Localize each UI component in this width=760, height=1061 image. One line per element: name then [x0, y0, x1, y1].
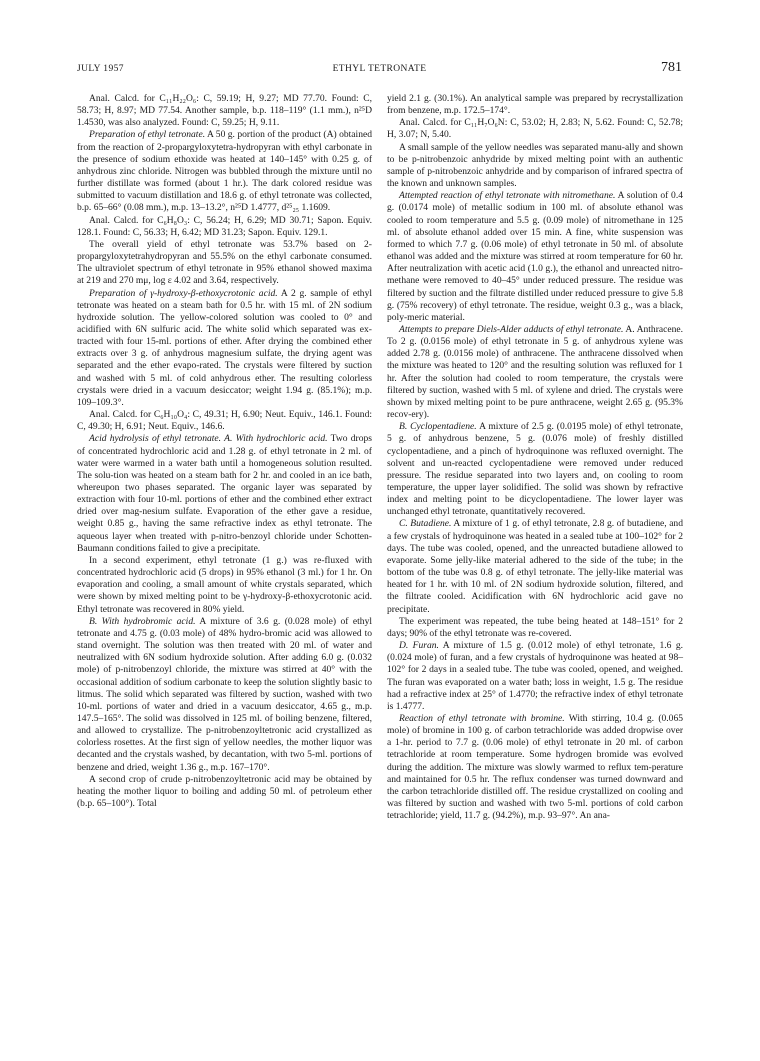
paragraph — [77, 288, 372, 410]
paragraph — [387, 190, 683, 324]
paragraph-text: A second crop of crude p-nitrobenzoyltetronic acid may be obtained by heating the mother liquor to boiling and adding 50 ml. of petroleum ether (b.p. 65–100°). Total — [77, 773, 372, 810]
paragraph-text: Anal. Calcd. for C₁₁H₂₂O₆: C, 59.19; H, 9.27; MD 77.70. Found: C, 58.73; H, 8.97; MD 77.54. Another sample, b.p. 118–119° (1.1 mm.), n²⁵D 1.4530, was also analyzed. Found: C, 59.25; H, 9.11. — [77, 93, 372, 129]
paragraph — [387, 421, 683, 518]
paragraph-text: A 2 g. sample of ethyl tetronate was heated on a steam bath for 0.5 hr. with 15 ml. of 2N sodium hydroxide solution. The yellow-colored solution was cooled to 0° and acidified with 6N sulfuric acid. The white solid which separated was ex-tracted with four 15-ml. portions of ether. After drying the combined ether extracts over 3 g. of anhydrous magnesium sulfate, the drying agent was separated and the ether evapo-rated. The crystals were filtered by suction and washed with 5 ml. of cold anhydrous ether. The resulting colorless crystals were dried in a vacuum desiccator; weight 1.94 g. (85.1%); m.p. 109–109.3°. — [77, 287, 372, 408]
paragraph-text: A 50 g. portion of the product (A) obtained from the reaction of 2-propargyloxytetra-hydropyran with ethyl carbonate in the presence of sodium ethoxide was heated at 140–145° with 0.25 g. of anhydrous zinc chloride. Nitrogen was bubbled through the mixture until no further distillate was formed (about 1 hr.). The dark colored residue was submitted to vacuum distillation and 18.6 g. of ethyl tetronate was collected, b.p. 65–66° (0.08 mm.), m.p. 13–13.2°, n²⁵D 1.4777, d²⁵₂₅ 1.1609. — [77, 129, 372, 214]
paragraph-text: A small sample of the yellow needles was separated manu-ally and shown to be p-nitrobenzoic anhydride by mixed melting point with an authentic sample of p-nitrobenzoic anhydride and by comparison of infrared spectra of the known and unknown samples. — [387, 141, 683, 190]
paragraph — [77, 93, 372, 129]
paragraph-text: yield 2.1 g. (30.1%). An analytical sample was prepared by recrystallization from benzene, m.p. 172.5–174°. — [387, 93, 683, 117]
paragraph — [77, 774, 372, 810]
paragraph — [387, 640, 683, 713]
paragraph — [77, 129, 372, 214]
paragraph-text: In a second experiment, ethyl tetronate (1 g.) was re-fluxed with concentrated hydrochloric acid (5 drops) in 95% ethanol (3 ml.) for 1 hr. On evaporation and cooling, a small amount of white crystals separated, which were shown by mixed melting point to be γ-hydroxy-β-ethoxycrotonic acid. Ethyl tetronate was recovered in 80% yield. — [77, 554, 372, 615]
paragraph-heading: Attempted reaction of ethyl tetronate with nitromethane. — [399, 190, 616, 202]
paragraph — [77, 433, 372, 555]
paragraph-text: A. Anthracene. To 2 g. (0.0156 mole) of ethyl tetronate in 5 g. of anhydrous xylene was added 2.78 g. (0.0156 mole) of anthracene. The anthracene dissolved when the mixture was heated to 120° and the resulting solution was refluxed for 1 hr. After the solution had cooled to room temperature, the crystals were filtered by suction, washed with 5 ml. of xylene and dried. The crystals were shown by mixed melting point to be pure anthracene, weight 2.65 g. (95.3% recov-ery). — [387, 323, 683, 421]
paragraph — [387, 142, 683, 191]
paragraph-heading: Preparation of γ-hydroxy-β-ethoxycrotonic acid. — [89, 287, 278, 299]
paragraph-text: Two drops of concentrated hydrochloric acid and 1.28 g. of ethyl tetronate in 2 ml. of water were warmed in a water bath until a homogeneous solution resulted. The solu-tion was heated on a steam bath for 2 hr. and cooled in an ice bath, whereupon two phases separated. The organic layer was separated by extraction with four 10-ml. portions of ether and the combined ether extract dried over mag-nesium sulfate. Evaporation of the ether gave a residue, weight 0.85 g., having the same refractive index as ethyl tetronate. The aqueous layer when treated with p-nitro-benzoyl chloride under Schotten-Baumann conditions failed to give a precipitate. — [77, 433, 372, 554]
paragraph-text: A solution of 0.4 g. (0.0174 mole) of metallic sodium in 100 ml. of absolute ethanol was cooled to room temperature and 5.5 g. (0.09 mole) of nitromethane in 125 ml. of absolute ethanol added over 15 min. A fine, white suspension was formed to which 7.7 g. (0.06 mole) of ethyl tetronate in 50 ml. of absolute ethanol was added and the mixture was stirred at room temperature for 60 hr. After neutralization with acetic acid (1.0 g.), the ethanol and unreacted nitro-methane were removed to 40–45° under reduced pressure. The residue was filtered by suction and the filtrate distilled under reduced pressure to give 5.8 g. (75% recovery) of ethyl tetronate. The residue, weight 0.3 g., was a black, poly-meric material. — [387, 190, 683, 323]
paragraph-text: The overall yield of ethyl tetronate was 53.7% based on 2-propargyloxytetrahydropyran and 55.5% on the ethyl carbonate consumed. The ultraviolet spectrum of ethyl tetronate in 95% ethanol showed maxima at 219 and 270 mμ, log ε 4.02 and 3.64, respectively. — [77, 238, 372, 287]
paragraph-text: With stirring, 10.4 g. (0.065 mole) of bromine in 100 g. of carbon tetrachloride was added dropwise over a 1-hr. period to 7.7 g. (0.06 mole) of ethyl tetronate in 20 ml. of carbon tetrachloride at room temperature. Some hydrogen bromide was evolved during the addition. The mixture was slowly warmed to reflux tem-perature and maintained for 0.5 hr. The reflux condenser was turned downward and the carbon tetrachloride distilled off. The residue crystallized on cooling and was filtered by suction and washed with two 5-ml. portions of cold carbon tetrachloride; yield, 11.7 g. (94.2%), m.p. 93–97°. An ana- — [387, 712, 683, 822]
paragraph — [77, 555, 372, 616]
journal-date: JULY 1957 — [77, 64, 124, 74]
paragraph-text: Anal. Calcd. for C₆H₈O₃: C, 56.24; H, 6.29; MD 30.71; Sapon. Equiv. 128.1. Found: C, 56.33; H, 6.42; MD 31.23; Sapon. Equiv. 129.1. — [77, 214, 372, 238]
paragraph-text: Anal. Calcd. for C₁₁H₇O₆N: C, 53.02; H, 2.83; N, 5.62. Found: C, 52.78; H, 3.07; N, 5.40. — [387, 117, 683, 141]
paragraph-text: The experiment was repeated, the tube being heated at 148–151° for 2 days; 90% of the ethyl tetronate was re-covered. — [387, 615, 683, 639]
paragraph — [77, 239, 372, 288]
paragraph-heading: C. Butadiene. — [399, 518, 452, 530]
paragraph — [77, 616, 372, 774]
page-number: 781 — [661, 60, 682, 75]
paragraph-text: A mixture of 2.5 g. (0.0195 mole) of ethyl tetronate, 5 g. of anhydrous benzene, 5 g. (0.076 mole) of freshly distilled cyclopentadiene, and a pinch of hydroquinone was refluxed overnight. The solvent and un-reacted cyclopentadiene were removed under reduced pressure. The residue separated into two layers and, on cooling to room temperature, the upper layer solidified. The solid was shown by refractive index and melting point to be dicyclopentadiene. The lower layer was unchanged ethyl tetronate, quantitatively recovered. — [387, 421, 683, 518]
paragraph — [387, 117, 683, 141]
paragraph-heading: Reaction of ethyl tetronate with bromine. — [399, 712, 565, 724]
left-column — [77, 93, 372, 810]
paragraph-text: Anal. Calcd. for C₆H₁₀O₄: C, 49.31; H, 6.90; Neut. Equiv., 146.1. Found: C, 49.30; H, 6.91; Neut. Equiv., 146.6. — [77, 409, 372, 433]
right-column — [387, 93, 683, 822]
paragraph-text: A mixture of 1.5 g. (0.012 mole) of ethyl tetronate, 1.6 g. (0.024 mole) of furan, and a few crystals of hydroquinone was heated at 98–102° for 2 days in a sealed tube. The tube was cooled, opened, and weighed. The furan was evaporated on a water bath; loss in weight, 1.5 g. The residue had a refractive index at 25° of 1.4770; the refractive index of ethyl tetronate is 1.4777. — [387, 640, 683, 712]
paragraph-heading: D. Furan. — [399, 640, 439, 652]
page-header — [77, 60, 682, 80]
paragraph — [387, 713, 683, 822]
paragraph — [387, 518, 683, 615]
paragraph-heading: Acid hydrolysis of ethyl tetronate. A. With hydrochloric acid. — [89, 433, 328, 445]
paragraph-heading: B. With hydrobromic acid. — [89, 615, 196, 627]
paragraph-text: A mixture of 3.6 g. (0.028 mole) of ethyl tetronate and 4.75 g. (0.03 mole) of 48% hydro-bromic acid was allowed to stand overnight. The solution was then treated with 20 ml. of water and neutralized with 6N sodium hydroxide solution. After adding 6.0 g. (0.032 mole) of p-nitrobenzoyl chloride, the mixture was stirred at 40° with the occasional addition of sodium carbonate to keep the solution slightly basic to litmus. The solid which separated was filtered by suction, washed with two 10-ml. portions of water and dried in a vacuum desiccator, 4.65 g., m.p. 147.5–165°. The solid was dissolved in 125 ml. of boiling benzene, filtered, and allowed to crystallize. The p-nitrobenzoyltetronic acid crystallized as colorless rosettes. At the first sign of yellow needles, the mother liquor was decanted and the crystals washed, by decantation, with two 5-ml. portions of benzene and dried, weight 1.36 g., m.p. 167–170°. — [77, 615, 372, 773]
paragraph-text: A mixture of 1 g. of ethyl tetronate, 2.8 g. of butadiene, and a few crystals of hydroquinone was heated in a sealed tube at 100–102° for 2 days. The tube was cooled, opened, and the unreacted butadiene allowed to evaporate. Some jelly-like material adhered to the side of the tube; in the bottom of the tube was 0.8 g. of ethyl tetronate. The jelly-like material was heated for 1 hr. with 10 ml. of 2N sodium hydroxide solution, filtered, and the filtrate cooled. Acidification with 6N hydrochloric acid gave no precipitate. — [387, 518, 683, 615]
paragraph — [77, 215, 372, 239]
running-title: ETHYL TETRONATE — [332, 64, 427, 74]
paragraph — [77, 409, 372, 433]
paragraph-heading: Preparation of ethyl tetronate. — [89, 129, 206, 141]
paragraph-heading: B. Cyclopentadiene. — [399, 421, 477, 433]
paragraph — [387, 93, 683, 117]
paragraph — [387, 324, 683, 421]
paragraph — [387, 616, 683, 640]
paragraph-heading: Attempts to prepare Diels-Alder adducts of ethyl tetronate. — [399, 323, 624, 335]
